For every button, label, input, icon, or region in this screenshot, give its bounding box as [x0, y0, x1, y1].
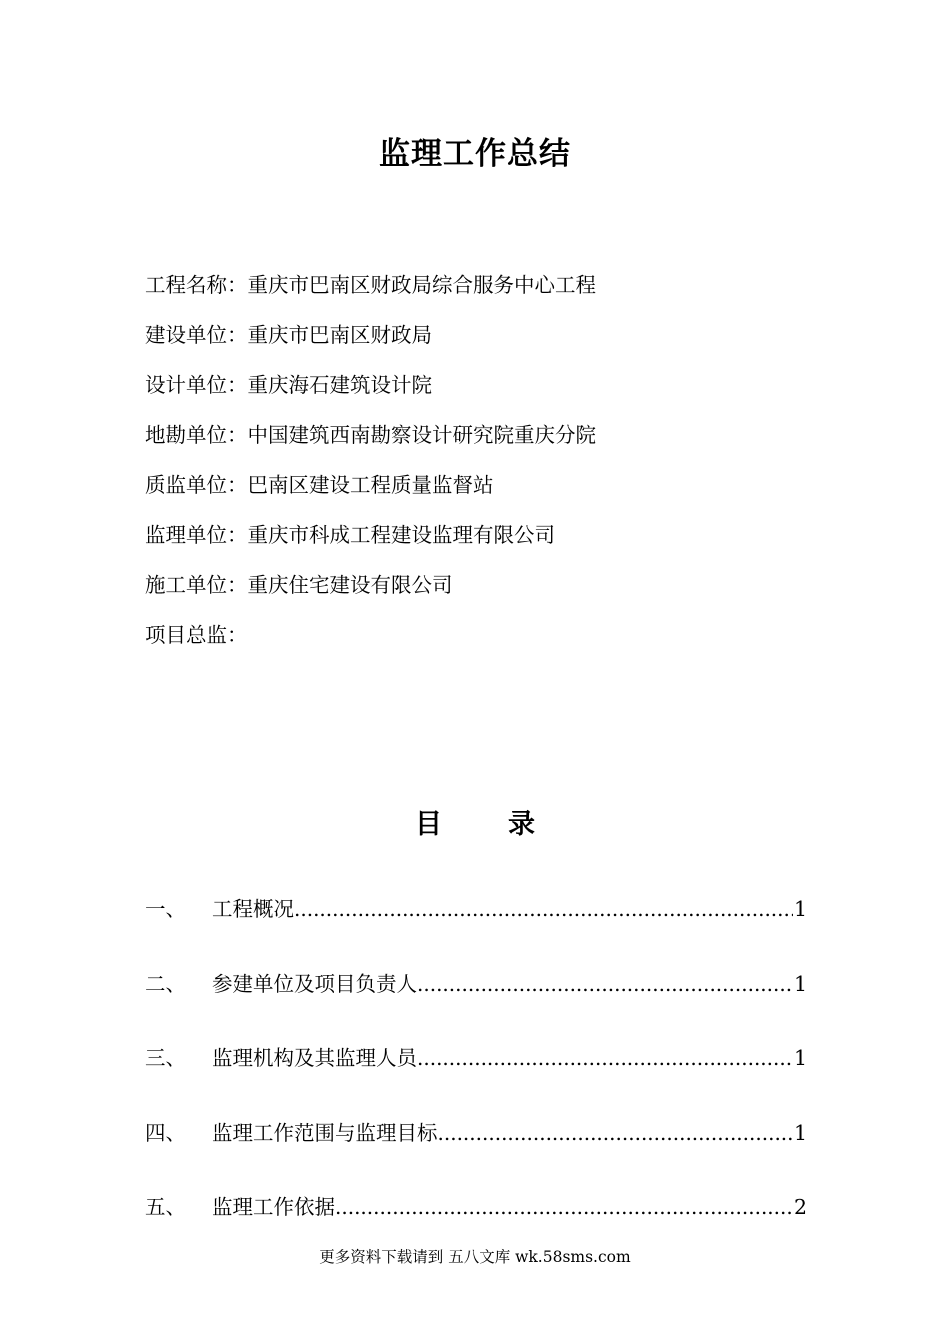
toc-entry-page: 1	[793, 971, 807, 996]
info-label: 工程名称：	[145, 273, 248, 297]
toc-entry-number: 五、	[145, 1195, 186, 1219]
info-value: 重庆市科成工程建设监理有限公司	[247, 523, 555, 547]
table-of-contents	[145, 891, 807, 1264]
document-title: 监理工作总结	[379, 136, 571, 172]
toc-dot-leader	[294, 891, 793, 927]
toc-entry-title: 参建单位及项目负责人	[212, 971, 417, 996]
info-value: 重庆住宅建设有限公司	[247, 573, 453, 597]
info-row-designer	[145, 368, 845, 418]
info-value: 重庆市巴南区财政局	[247, 323, 432, 347]
info-value: 重庆市巴南区财政局综合服务中心工程	[247, 273, 596, 297]
project-info-list	[145, 268, 845, 668]
toc-entry-page: 1	[793, 1046, 807, 1070]
toc-dot-leader	[417, 1040, 793, 1076]
info-label: 设计单位：	[145, 373, 248, 397]
toc-heading-right: 录	[508, 809, 535, 840]
toc-entry[interactable]	[145, 966, 807, 1041]
info-row-supervisor	[145, 518, 845, 568]
info-row-chief-supervisor	[145, 618, 845, 668]
toc-dot-leader	[417, 966, 793, 1002]
toc-entry[interactable]	[145, 891, 807, 966]
toc-entry-page: 1	[793, 897, 807, 921]
toc-heading	[0, 802, 950, 841]
info-label: 施工单位：	[145, 573, 248, 597]
toc-entry-title: 工程概况	[212, 897, 294, 921]
toc-dot-leader	[438, 1115, 793, 1151]
footer-download-note: 更多资料下载请到 五八文库 wk.58sms.com	[319, 1248, 631, 1266]
toc-entry[interactable]	[145, 1115, 807, 1190]
toc-heading-left: 目	[415, 809, 442, 840]
info-row-quality-supervision	[145, 468, 845, 518]
toc-entry-page: 1	[793, 1120, 807, 1145]
info-row-project-name	[145, 268, 845, 318]
toc-entry[interactable]	[145, 1040, 807, 1115]
toc-entry-title: 监理工作范围与监理目标	[212, 1120, 438, 1145]
toc-entry-title: 监理工作依据	[212, 1195, 335, 1219]
info-value: 巴南区建设工程质量监督站	[247, 473, 494, 497]
info-label: 监理单位：	[145, 523, 248, 547]
toc-entry-number: 一、	[145, 897, 186, 921]
info-label: 项目总监：	[145, 623, 248, 647]
toc-entry-number: 二、	[145, 971, 186, 996]
info-row-survey	[145, 418, 845, 468]
toc-entry-title: 监理机构及其监理人员	[212, 1046, 417, 1070]
info-label: 建设单位：	[145, 323, 248, 347]
info-value: 中国建筑西南勘察设计研究院重庆分院	[247, 423, 596, 447]
toc-entry-number: 四、	[145, 1120, 186, 1145]
toc-entry-page: 2	[793, 1195, 807, 1219]
info-label: 地勘单位：	[145, 423, 248, 447]
toc-entry-number: 三、	[145, 1046, 186, 1070]
info-value: 重庆海石建筑设计院	[247, 373, 432, 397]
info-row-contractor	[145, 568, 845, 618]
info-label: 质监单位：	[145, 473, 248, 497]
toc-dot-leader	[335, 1189, 793, 1225]
info-row-client	[145, 318, 845, 368]
